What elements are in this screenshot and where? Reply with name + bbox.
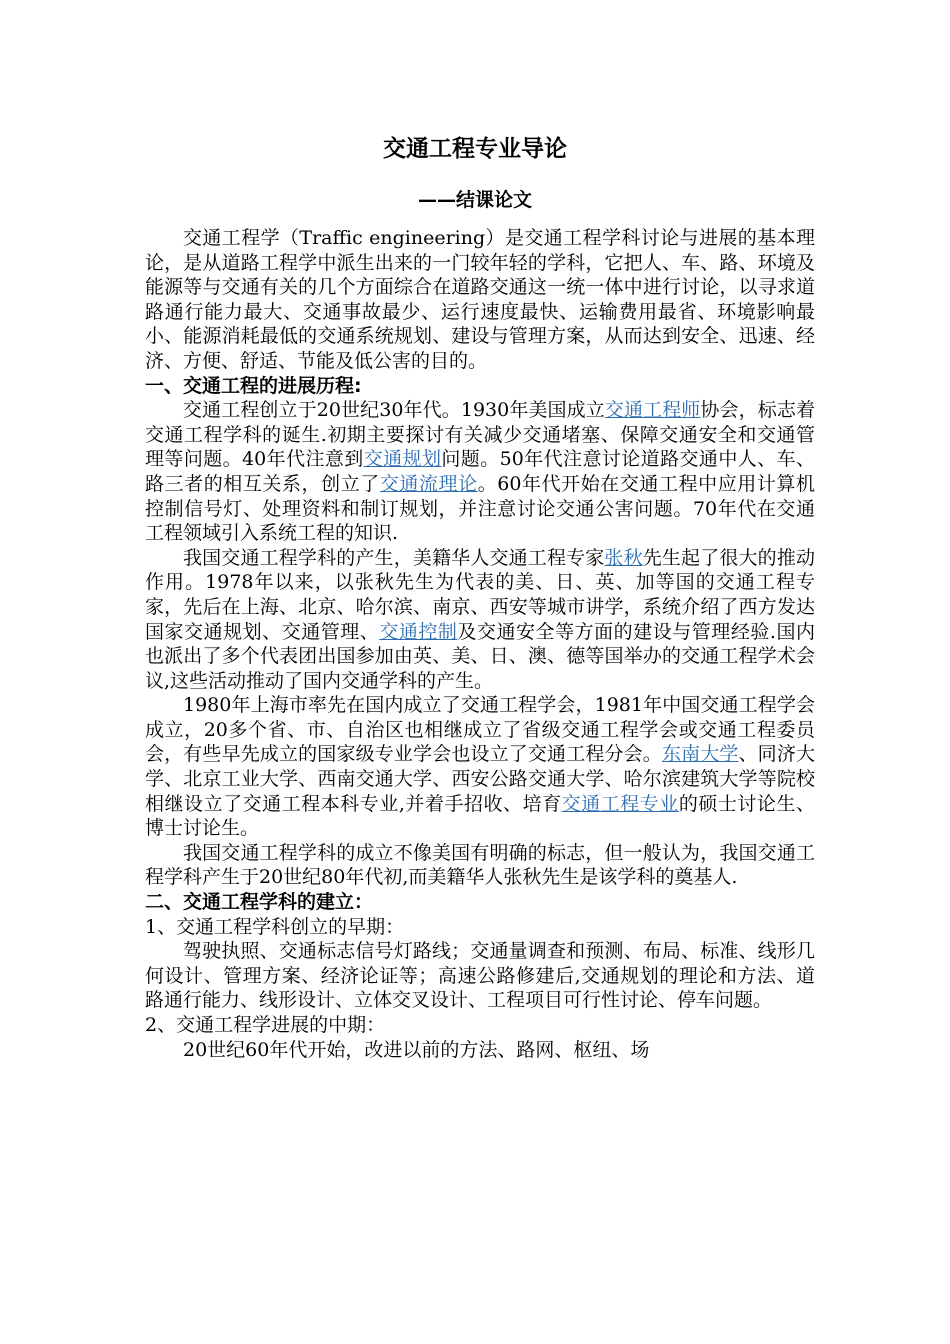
text-run: 、同济大学、北京工业大学、西南交通大学、西安公路交通大学、哈尔滨建筑大学等院校相继设立了交通工程本科专业,并着手招收、培育 [145, 743, 815, 815]
paragraph-early: 驾驶执照、交通标志信号灯路线；交通量调查和预测、布局、标准、线形几何设计、管理方案、经济论证等；高速公路修建后,交通规划的理论和方法、道路通行能力、线形设计、立体交叉设计、工程项目可行性讨论、停车问题。 [145, 940, 815, 1012]
paragraph-middle: 20世纪60年代开始，改进以前的方法、路网、枢纽、场 [183, 1038, 650, 1061]
text-run: 1980年上海市率先在国内成立了交通工程学会，1981年中国交通工程学会成立，20多个省、市、自治区也相继成立了省级交通工程学会或交通工程委员会，有些早先成立的国家级专业学会也设立了交通工程分会。 [145, 694, 815, 766]
link-traffic-engineering-major[interactable]: 交通工程专业 [561, 792, 679, 815]
text-run: 我国交通工程学科的产生，美籍华人交通工程专家 [183, 546, 605, 569]
paragraph-history-4: 我国交通工程学科的成立不像美国有明确的标志，但一般认为，我国交通工程学科产生于20世纪80年代初,而美籍华人张秋先生是该学科的奠基人. [145, 841, 815, 889]
section-heading-establishment: 二、交通工程学科的建立： [145, 891, 374, 914]
text-run: 先生起了很大的推动作用。1978年以来，以张秋先生为代表的美、日、英、加等国的交通工程专家，先后在上海、北京、哈尔滨、南京、西安等城市讲学，系统介绍了西方发达国家交通规划、交通管理、 [145, 546, 815, 643]
link-traffic-control[interactable]: 交通控制 [379, 620, 458, 643]
link-traffic-engineer[interactable]: 交通工程师 [604, 399, 701, 422]
link-traffic-flow-theory[interactable]: 交通流理论 [379, 472, 478, 495]
link-traffic-planning[interactable]: 交通规划 [363, 448, 442, 471]
text-run: 交通工程创立于20世纪30年代。1930年美国成立 [183, 399, 605, 422]
paragraph-history-3 [145, 693, 815, 841]
document-subtitle: ——结课论文 [417, 189, 532, 211]
text-run: 。60年代开始在交通工程中应用计算机控制信号灯、处理资料和制订规划，并注意讨论交通公害问题。70年代在交通工程领域引入系统工程的知识. [145, 472, 815, 545]
text-run: 及交通安全等方面的建设与管理经验.国内也派出了多个代表团出国参加由英、美、日、澳、德等国举办的交通工程学术会议,这些活动推动了国内交通学科的产生。 [145, 620, 815, 692]
text-run: 协会，标志着交通工程学科的诞生.初期主要探讨有关减少交通堵塞、保障交通安全和交通管理等问题。40年代注意到 [145, 399, 815, 471]
paragraph-intro: 交通工程学（Traffic engineering）是交通工程学科讨论与进展的基本理论，是从道路工程学中派生出来的一门较年轻的学科，它把人、车、路、环境及能源等与交通有关的几个方面综合在道路交通这一统一体中进行讨论，以寻求道路通行能力最大、交通事故最少、运行速度最快、运输费用最省、环境影响最小、能源消耗最低的交通系统规划、建设与管理方案，从而达到安全、迅速、经济、方便、舒适、节能及低公害的目的。 [145, 227, 815, 372]
section-heading-history: 一、交通工程的进展历程: [145, 374, 362, 397]
paragraph-history-2 [145, 546, 815, 694]
subsection-heading-early: 1、交通工程学科创立的早期： [145, 915, 405, 938]
link-zhang-qiu[interactable]: 张秋 [604, 546, 643, 569]
document-title: 交通工程专业导论 [383, 136, 567, 162]
text-run: 的硕士讨论生、博士讨论生。 [145, 792, 815, 840]
text-run: 问题。50年代注意讨论道路交通中人、车、路三者的相互关系，创立了 [145, 448, 815, 495]
subsection-heading-middle: 2、交通工程学进展的中期： [145, 1014, 386, 1036]
link-southeast-university[interactable]: 东南大学 [661, 743, 739, 766]
document-body [145, 226, 815, 1062]
paragraph-history-1 [145, 398, 815, 546]
